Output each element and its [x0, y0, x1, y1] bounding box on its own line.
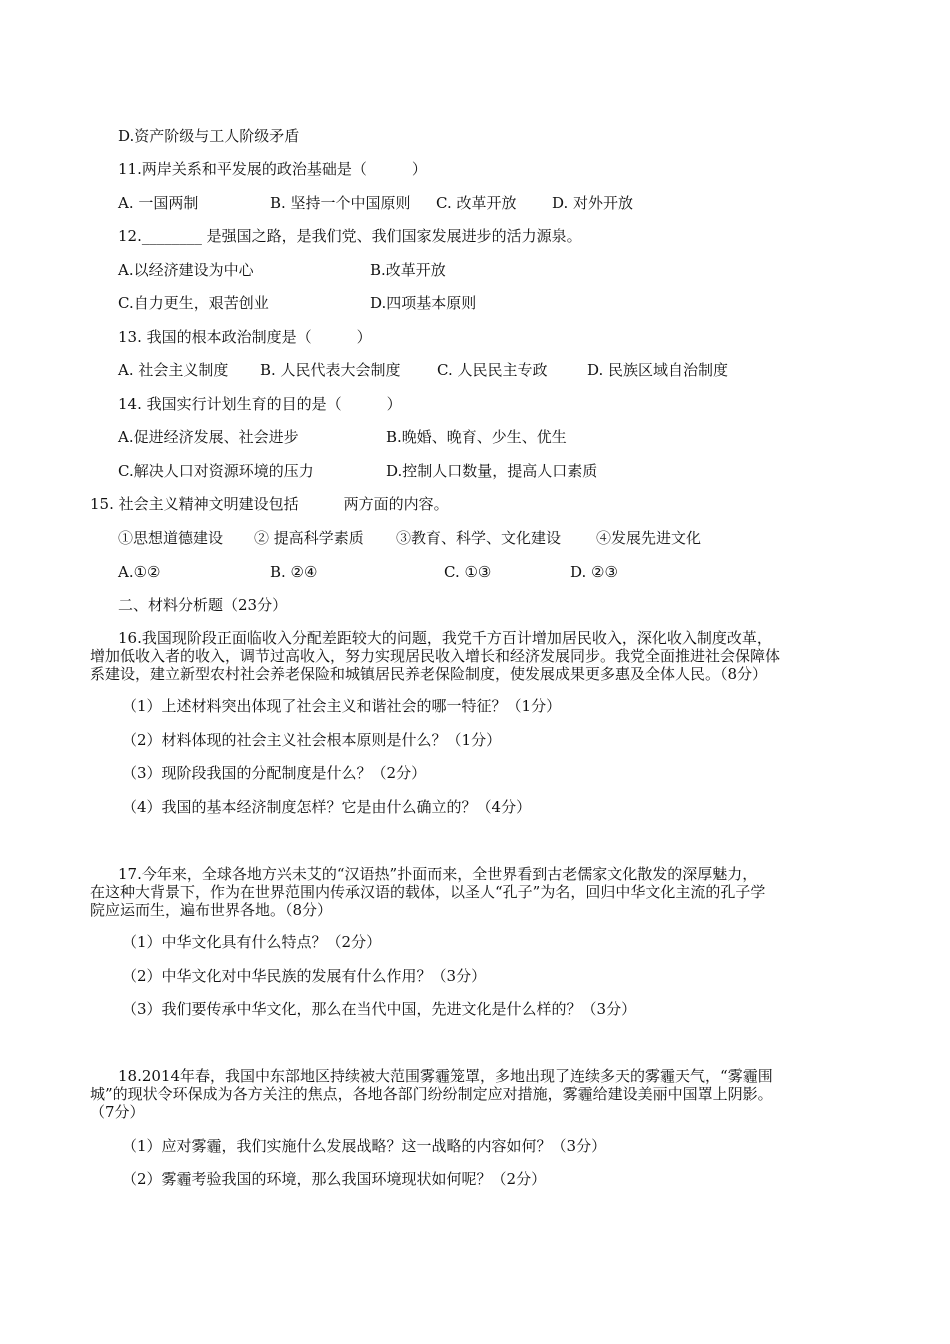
- q15-option-b: B. ②④: [270, 563, 318, 581]
- q10-option-d: D.资产阶级与工人阶级矛盾: [118, 127, 300, 145]
- q15-stem: 15. 社会主义精神文明建设包括 两方面的内容。: [90, 495, 449, 513]
- q11-option-d: D. 对外开放: [552, 194, 634, 212]
- q12-stem: 12.________ 是强国之路，是我们党、我们国家发展进步的活力源泉。: [118, 227, 582, 245]
- q15-item-4: ④发展先进文化: [596, 529, 702, 547]
- q16-line-2: 增加低收入者的收入，调节过高收入，努力实现居民收入增长和经济发展同步。我党全面推进社会保障体: [90, 647, 781, 665]
- q15-option-a: A.①②: [118, 563, 161, 581]
- q18-line-3: （7分）: [90, 1103, 145, 1121]
- q17-sub-3: （3）我们要传承中华文化，那么在当代中国，先进文化是什么样的？（3分）: [122, 1000, 637, 1018]
- q12-option-a: A.以经济建设为中心: [118, 261, 254, 279]
- q18-sub-1: （1）应对雾霾，我们实施什么发展战略？这一战略的内容如何？（3分）: [122, 1137, 607, 1155]
- q14-option-a: A.促进经济发展、社会进步: [118, 428, 299, 446]
- q13-option-c: C. 人民民主专政: [437, 361, 548, 379]
- q16-sub-4: （4）我国的基本经济制度怎样？它是由什么确立的？（4分）: [122, 798, 532, 816]
- q13-stem: 13. 我国的根本政治制度是（ ）: [118, 328, 372, 346]
- q17-sub-1: （1）中华文化具有什么特点？（2分）: [122, 933, 382, 951]
- q18-sub-2: （2）雾霾考验我国的环境，那么我国环境现状如何呢？（2分）: [122, 1170, 547, 1188]
- q15-item-1: ①思想道德建设: [118, 529, 224, 547]
- q17-line-2: 在这种大背景下，作为在世界范围内传承汉语的载体，以圣人“孔子”为名，回归中华文化主流的孔子学: [90, 883, 766, 901]
- q13-option-d: D. 民族区域自治制度: [587, 361, 729, 379]
- q18-line-2: 城”的现状令环保成为各方关注的焦点，各地各部门纷纷制定应对措施，雾霾给建设美丽中国罩上阴影。: [90, 1085, 773, 1103]
- q14-option-b: B.晚婚、晚育、少生、优生: [386, 428, 567, 446]
- q14-stem: 14. 我国实行计划生育的目的是（ ）: [118, 395, 402, 413]
- q15-option-c: C. ①③: [444, 563, 492, 581]
- q16-sub-1: （1）上述材料突出体现了社会主义和谐社会的哪一特征？（1分）: [122, 697, 562, 715]
- q14-option-c: C.解决人口对资源环境的压力: [118, 462, 314, 480]
- q16-sub-2: （2）材料体现的社会主义社会根本原则是什么？（1分）: [122, 731, 502, 749]
- section-2-title: 二、材料分析题（23分）: [118, 596, 288, 614]
- q13-option-a: A. 社会主义制度: [118, 361, 229, 379]
- q17-sub-2: （2）中华文化对中华民族的发展有什么作用？（3分）: [122, 967, 487, 985]
- q17-line-1: 17.今年来，全球各地方兴未艾的“汉语热”扑面而来，全世界看到古老儒家文化散发的深厚魅力，: [118, 865, 758, 883]
- q15-item-2: ② 提高科学素质: [254, 529, 364, 547]
- q11-option-a: A. 一国两制: [118, 194, 199, 212]
- q11-option-c: C. 改革开放: [436, 194, 517, 212]
- q16-line-3: 系建设，建立新型农村社会养老保险和城镇居民养老保险制度，使发展成果更多惠及全体人民。（8分）: [90, 665, 768, 683]
- q18-line-1: 18.2014年春，我国中东部地区持续被大范围雾霾笼罩，多地出现了连续多天的雾霾天气，“雾霾围: [118, 1067, 773, 1085]
- q16-line-1: 16.我国现阶段正面临收入分配差距较大的问题，我党千方百计增加居民收入，深化收入制度改革，: [118, 629, 772, 647]
- q16-sub-3: （3）现阶段我国的分配制度是什么？（2分）: [122, 764, 427, 782]
- q15-item-3: ③教育、科学、文化建设: [396, 529, 562, 547]
- q13-option-b: B. 人民代表大会制度: [260, 361, 401, 379]
- q11-stem: 11.两岸关系和平发展的政治基础是（ ）: [118, 160, 427, 178]
- q12-option-c: C.自力更生，艰苦创业: [118, 294, 269, 312]
- q12-option-b: B.改革开放: [370, 261, 446, 279]
- q17-line-3: 院应运而生，遍布世界各地。（8分）: [90, 901, 333, 919]
- q12-option-d: D.四项基本原则: [370, 294, 477, 312]
- q14-option-d: D.控制人口数量，提高人口素质: [386, 462, 598, 480]
- q15-option-d: D. ②③: [570, 563, 618, 581]
- q11-option-b: B. 坚持一个中国原则: [270, 194, 411, 212]
